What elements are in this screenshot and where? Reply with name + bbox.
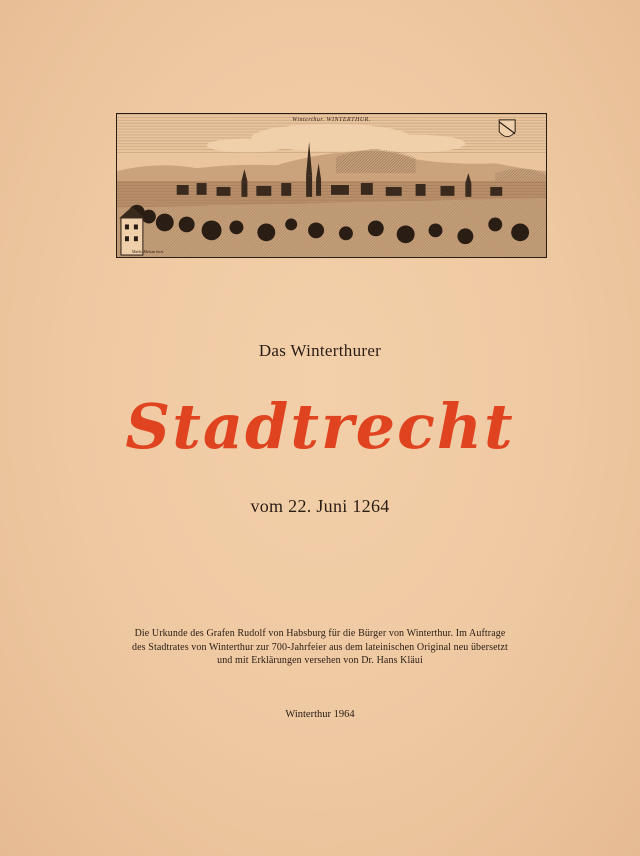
engraving-signature: Matth. Merian fecit [132, 249, 164, 254]
pre-title: Das Winterthurer [258, 341, 382, 360]
winterthur-panorama-illustration [117, 114, 546, 257]
description-line: und mit Erklärungen versehen von Dr. Hans Kläui [217, 655, 423, 666]
date-line: vom 22. Juni 1264 [250, 496, 390, 516]
description-block [0, 627, 640, 668]
city-engraving [116, 113, 547, 258]
engraving-caption: Winterthur. WINTERTHUR. [292, 117, 371, 123]
description-line: des Stadtrates von Winterthur zur 700-Jahrfeier aus dem lateinischen Original neu übersetzt [132, 641, 508, 653]
description-line: Die Urkunde des Grafen Rudolf von Habsburg für die Bürger von Winterthur. Im Auftrage [134, 628, 506, 639]
imprint: Winterthur 1964 [285, 709, 355, 720]
main-title: Stadtrecht [125, 390, 515, 463]
